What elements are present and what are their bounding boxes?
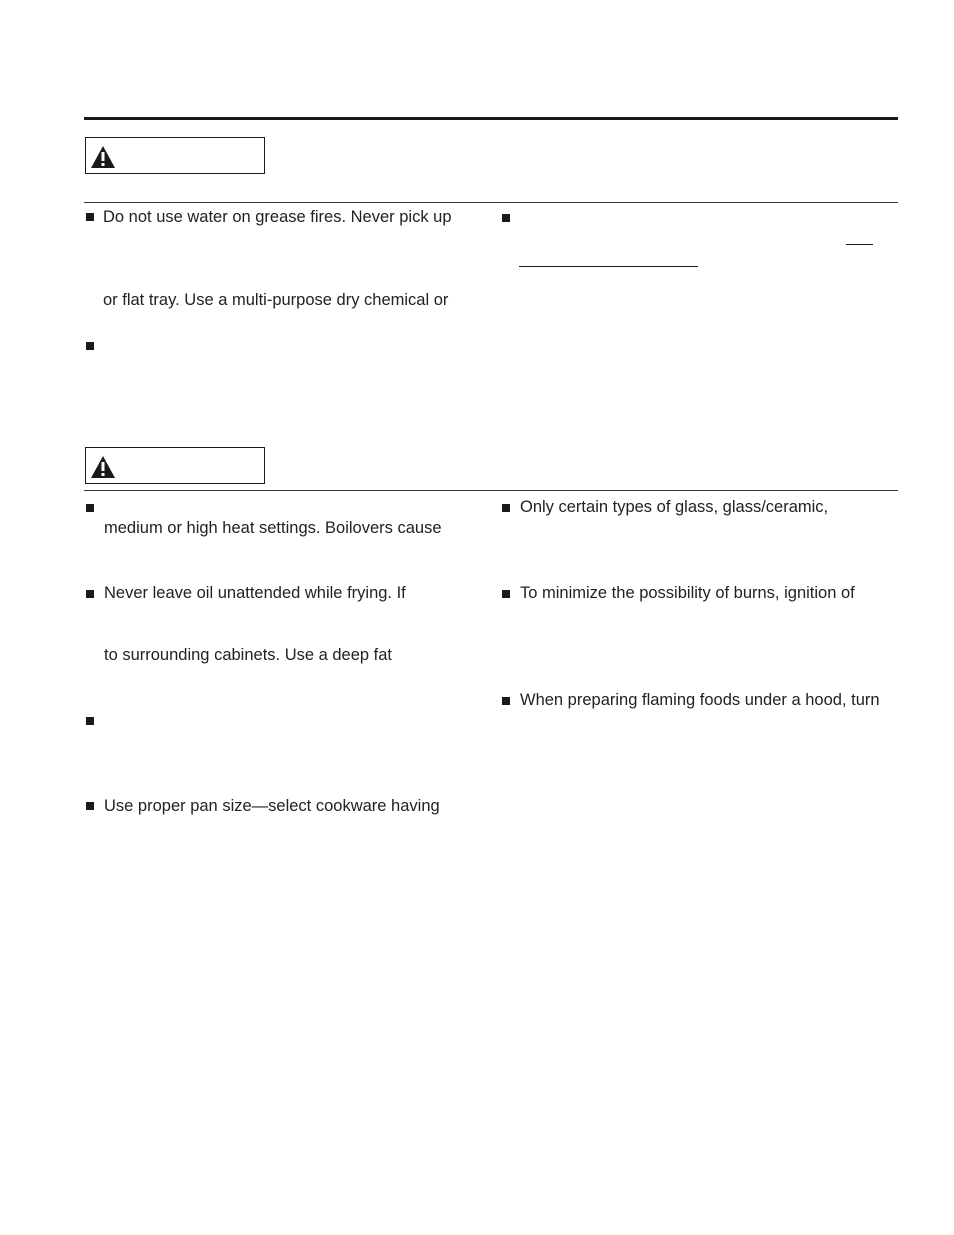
square-bullet-icon [86,590,94,598]
warning-label-box [85,137,265,174]
list-item-text: To minimize the possibility of burns, ignition of [520,584,855,602]
square-bullet-icon [502,214,510,222]
list-item-text: Use proper pan size—select cookware having [104,797,440,815]
square-bullet-icon [86,504,94,512]
list-item-text: Never leave oil unattended while frying. If [104,584,406,602]
section-divider [84,202,898,203]
square-bullet-icon [86,342,94,350]
square-bullet-icon [86,717,94,725]
text-underline [846,244,873,245]
square-bullet-icon [502,590,510,598]
list-item-text: When preparing flaming foods under a hood, turn [520,691,880,709]
warning-triangle-icon [90,455,116,479]
caution-label-box [85,447,265,484]
square-bullet-icon [502,504,510,512]
section-divider [84,490,898,491]
page-top-rule [84,117,898,120]
list-item-text: Do not use water on grease fires. Never pick up [103,208,452,226]
list-item-text: Only certain types of glass, glass/ceramic, [520,498,829,516]
square-bullet-icon [502,697,510,705]
warning-triangle-icon [90,145,116,169]
list-item-text: or flat tray. Use a multi-purpose dry chemical or [103,291,449,309]
square-bullet-icon [86,213,94,221]
text-underline [519,266,698,267]
list-item-text: to surrounding cabinets. Use a deep fat [104,646,393,664]
square-bullet-icon [86,802,94,810]
list-item-text: medium or high heat settings. Boilovers cause [104,519,442,537]
